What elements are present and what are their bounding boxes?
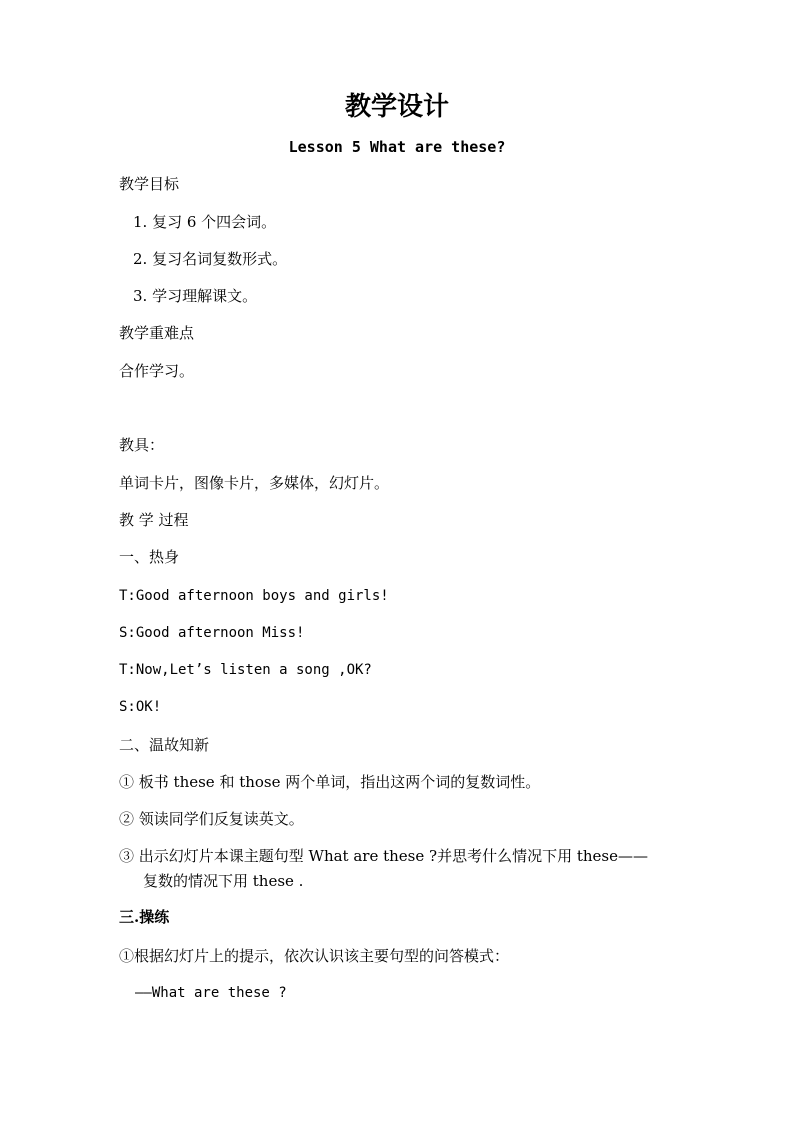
objective-item: 2. 复习名词复数形式。 (133, 250, 288, 268)
objective-item: 1. 复习 6 个四会词。 (133, 213, 277, 231)
objectives-heading: 教学目标 (119, 175, 180, 193)
section-heading: 二、温故知新 (119, 736, 210, 754)
practice-item: ①根据幻灯片上的提示，依次认识该主要句型的问答模式： (119, 947, 510, 965)
dialogue-line: T:Good afternoon boys and girls! (119, 588, 389, 604)
review-item: ② 领读同学们反复读英文。 (119, 810, 304, 828)
page-title: 教学设计 (344, 92, 449, 122)
review-item: ③ 出示幻灯片本课主题句型 What are these ?并思考什么情况下用 these—— (119, 847, 648, 865)
review-item-continuation: 复数的情况下用 these . (143, 872, 304, 890)
dialogue-line: T:Now,Let’s listen a song ,OK? (119, 662, 372, 678)
section-heading: 三.操练 (119, 908, 170, 926)
objective-item: 3. 学习理解课文。 (133, 287, 258, 305)
tools-text: 单词卡片，图像卡片，多媒体，幻灯片。 (119, 474, 390, 492)
lesson-subtitle: Lesson 5 What are these? (288, 138, 506, 156)
section-heading: 一、热身 (119, 548, 180, 566)
tools-heading: 教具： (119, 436, 165, 454)
key-points-text: 合作学习。 (119, 362, 195, 380)
process-heading: 教 学 过程 (119, 511, 189, 529)
practice-example: ——What are these ? (135, 985, 287, 1001)
dialogue-line: S:OK! (119, 699, 162, 715)
dialogue-line: S:Good afternoon Miss! (119, 625, 305, 641)
review-item: ① 板书 these 和 those 两个单词，指出这两个词的复数词性。 (119, 773, 541, 791)
key-points-heading: 教学重难点 (119, 324, 195, 342)
